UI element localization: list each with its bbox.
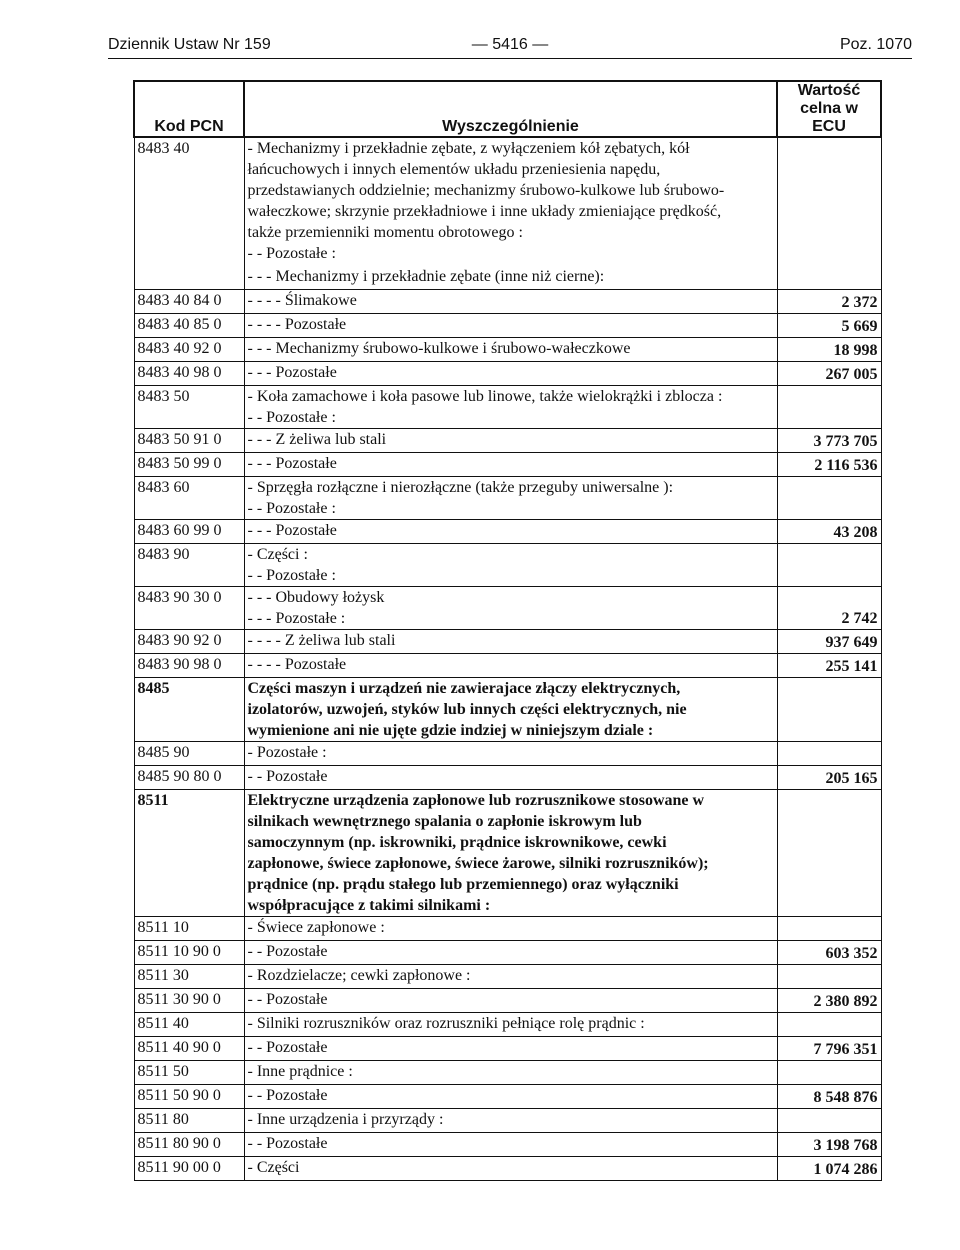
header-value xyxy=(777,81,881,137)
description-line: silnikach wewnętrznego spalania o zapłonie iskrowym lub xyxy=(247,813,642,830)
description-line: wymienione ani nie ujęte gdzie indziej w niniejszym dziale : xyxy=(247,722,654,739)
customs-value: 7 796 351 xyxy=(777,1037,881,1061)
description xyxy=(244,314,777,338)
customs-value xyxy=(777,477,881,520)
description-line: - - Pozostałe xyxy=(247,1135,328,1152)
description-line: łańcuchowych i innych elementów układu przeniesienia napędu, xyxy=(247,161,661,178)
customs-value: 8 548 876 xyxy=(777,1085,881,1109)
header-description: Wyszczególnienie xyxy=(244,81,777,137)
description-line: - - Pozostałe : xyxy=(247,500,336,517)
table-row xyxy=(134,338,881,362)
table-row xyxy=(134,429,881,453)
description-line: - - - Mechanizmy śrubowo-kulkowe i śrubowo-wałeczkowe xyxy=(247,340,631,357)
pcn-code: 8483 50 91 0 xyxy=(134,429,244,453)
table-row xyxy=(134,386,881,429)
customs-value: 43 208 xyxy=(777,520,881,544)
pcn-code: 8483 60 99 0 xyxy=(134,520,244,544)
customs-value: 3 198 768 xyxy=(777,1133,881,1157)
table-row xyxy=(134,314,881,338)
pcn-code: 8511 10 90 0 xyxy=(134,941,244,965)
description-line: - - - - Pozostałe xyxy=(247,656,347,673)
pcn-code xyxy=(134,243,244,266)
description-line: - - - Obudowy łożysk xyxy=(247,589,385,606)
table-row xyxy=(134,290,881,314)
customs-value xyxy=(777,266,881,290)
table-row xyxy=(134,766,881,790)
pcn-code: 8511 30 90 0 xyxy=(134,989,244,1013)
description-line: przedstawianych oddzielnie; mechanizmy śrubowo-kulkowe lub śrubowo- xyxy=(247,182,725,199)
pcn-code: 8511 40 xyxy=(134,1013,244,1037)
tariff-table xyxy=(133,80,882,1181)
header-value-line2: celna w ECU xyxy=(800,100,858,135)
customs-value xyxy=(777,742,881,766)
customs-value xyxy=(777,1061,881,1085)
description-line: - - Pozostałe xyxy=(247,768,328,785)
table-row xyxy=(134,917,881,941)
description-line: - - - Pozostałe : xyxy=(247,610,346,627)
customs-value: 205 165 xyxy=(777,766,881,790)
pcn-code: 8485 xyxy=(134,678,244,742)
description xyxy=(244,137,777,243)
description xyxy=(244,1133,777,1157)
description-line: - - - Mechanizmy i przekładnie zębate (inne niż cierne): xyxy=(247,268,605,285)
description-line: - - Pozostałe : xyxy=(247,409,336,426)
table-row xyxy=(134,1013,881,1037)
description-line: Części maszyn i urządzeń nie zawierajace złączy elektrycznych, xyxy=(247,680,681,697)
description xyxy=(244,453,777,477)
description xyxy=(244,338,777,362)
description-line: współpracujące z takimi silnikami : xyxy=(247,897,491,914)
pcn-code: 8483 90 98 0 xyxy=(134,654,244,678)
description-line: - - Pozostałe xyxy=(247,1039,328,1056)
table-row xyxy=(134,742,881,766)
table-row xyxy=(134,1133,881,1157)
description xyxy=(244,362,777,386)
description-line: - - - - Ślimakowe xyxy=(247,292,357,309)
description-line: - - Pozostałe : xyxy=(247,567,336,584)
table-row xyxy=(134,587,881,630)
description xyxy=(244,678,777,742)
customs-value: 2 380 892 xyxy=(777,989,881,1013)
pcn-code: 8483 90 92 0 xyxy=(134,630,244,654)
description xyxy=(244,766,777,790)
journal-title: Dziennik Ustaw Nr 159 xyxy=(108,36,271,53)
customs-value xyxy=(777,917,881,941)
description xyxy=(244,965,777,989)
description-line: - Rozdzielacze; cewki zapłonowe : xyxy=(247,967,471,984)
description xyxy=(244,587,777,630)
header-value-line1: Wartość xyxy=(797,82,861,99)
pcn-code: 8483 60 xyxy=(134,477,244,520)
header-code: Kod PCN xyxy=(134,81,244,137)
pcn-code: 8483 50 99 0 xyxy=(134,453,244,477)
table-row xyxy=(134,630,881,654)
table-row xyxy=(134,1109,881,1133)
customs-value: 267 005 xyxy=(777,362,881,386)
description-line: - Mechanizmy i przekładnie zębate, z wyłączeniem kół zębatych, kół xyxy=(247,140,690,157)
description xyxy=(244,477,777,520)
customs-value xyxy=(777,544,881,587)
description-line: - - Pozostałe xyxy=(247,991,328,1008)
pcn-code: 8485 90 xyxy=(134,742,244,766)
description-line: - - - Pozostałe xyxy=(247,364,337,381)
table-row xyxy=(134,1085,881,1109)
customs-value xyxy=(777,790,881,917)
description xyxy=(244,917,777,941)
description xyxy=(244,290,777,314)
description-line: - - - Pozostałe xyxy=(247,455,337,472)
table-row xyxy=(134,790,881,917)
pcn-code: 8511 80 90 0 xyxy=(134,1133,244,1157)
customs-value xyxy=(777,243,881,266)
description-line: - - Pozostałe xyxy=(247,1087,328,1104)
pcn-code: 8511 50 90 0 xyxy=(134,1085,244,1109)
customs-value: 3 773 705 xyxy=(777,429,881,453)
table-row xyxy=(134,1061,881,1085)
pcn-code xyxy=(134,266,244,290)
description-line: zapłonowe, świece zapłonowe, świece żarowe, silniki rozruszników); xyxy=(247,855,709,872)
description xyxy=(244,520,777,544)
pcn-code: 8483 40 85 0 xyxy=(134,314,244,338)
description-line: - Silniki rozruszników oraz rozruszniki pełniące rolę prądnic : xyxy=(247,1015,645,1032)
description xyxy=(244,386,777,429)
description xyxy=(244,1013,777,1037)
description-line: izolatorów, uzwojeń, styków lub innych części elektrycznych, nie xyxy=(247,701,687,718)
description xyxy=(244,654,777,678)
description-line: - - - - Pozostałe xyxy=(247,316,347,333)
position-number: Poz. 1070 xyxy=(839,36,912,53)
customs-value: 603 352 xyxy=(777,941,881,965)
pcn-code: 8511 30 xyxy=(134,965,244,989)
table-header-row xyxy=(134,81,881,137)
description-line: Elektryczne urządzenia zapłonowe lub rozrusznikowe stosowane w xyxy=(247,792,705,809)
table-row xyxy=(134,678,881,742)
pcn-code: 8485 90 80 0 xyxy=(134,766,244,790)
table-row xyxy=(134,137,881,243)
customs-value xyxy=(777,1109,881,1133)
table-body xyxy=(134,137,881,1181)
pcn-code: 8483 40 84 0 xyxy=(134,290,244,314)
table-row xyxy=(134,941,881,965)
description xyxy=(244,742,777,766)
description-line: także przemienniki momentu obrotowego : xyxy=(247,224,523,241)
description xyxy=(244,1061,777,1085)
table-row xyxy=(134,362,881,386)
description-line: - Inne urządzenia i przyrządy : xyxy=(247,1111,444,1128)
pcn-code: 8483 90 xyxy=(134,544,244,587)
description-line: - Sprzęgła rozłączne i nierozłączne (także przeguby uniwersalne ): xyxy=(247,479,674,496)
customs-value: 255 141 xyxy=(777,654,881,678)
customs-value: 1 074 286 xyxy=(777,1157,881,1181)
description xyxy=(244,266,777,290)
description-line: samoczynnym (np. iskrowniki, prądnice iskrownikowe, cewki xyxy=(247,834,667,851)
description-line: - Pozostałe : xyxy=(247,744,327,761)
customs-value: 937 649 xyxy=(777,630,881,654)
table-row xyxy=(134,1157,881,1181)
description-line: - Koła zamachowe i koła pasowe lub linowe, także wielokrążki i zblocza : xyxy=(247,388,723,405)
pcn-code: 8511 40 90 0 xyxy=(134,1037,244,1061)
description-line: - Świece zapłonowe : xyxy=(247,919,385,936)
description xyxy=(244,989,777,1013)
description-line: - Części : xyxy=(247,546,308,563)
table-row xyxy=(134,243,881,266)
pcn-code: 8483 50 xyxy=(134,386,244,429)
customs-value xyxy=(777,386,881,429)
pcn-code: 8483 90 30 0 xyxy=(134,587,244,630)
table-row xyxy=(134,1037,881,1061)
table-row xyxy=(134,965,881,989)
description xyxy=(244,544,777,587)
description xyxy=(244,630,777,654)
customs-value: 2 116 536 xyxy=(777,453,881,477)
table-row xyxy=(134,989,881,1013)
table-row xyxy=(134,654,881,678)
description-line: - - Pozostałe : xyxy=(247,245,336,262)
table-row xyxy=(134,477,881,520)
customs-value xyxy=(777,678,881,742)
description-line: - - - Pozostałe xyxy=(247,522,337,539)
pcn-code: 8511 10 xyxy=(134,917,244,941)
description xyxy=(244,1109,777,1133)
pcn-code: 8511 90 00 0 xyxy=(134,1157,244,1181)
table-row xyxy=(134,453,881,477)
pcn-code: 8511 xyxy=(134,790,244,917)
description-line: - Inne prądnice : xyxy=(247,1063,353,1080)
pcn-code: 8511 80 xyxy=(134,1109,244,1133)
customs-value xyxy=(777,137,881,243)
table-row xyxy=(134,544,881,587)
description xyxy=(244,790,777,917)
description xyxy=(244,429,777,453)
description-line: prądnice (np. prądu stałego lub przemiennego) oraz wyłączniki xyxy=(247,876,679,893)
pcn-code: 8483 40 xyxy=(134,137,244,243)
description xyxy=(244,1157,777,1181)
customs-value xyxy=(777,1013,881,1037)
description xyxy=(244,243,777,266)
customs-value: 2 372 xyxy=(777,290,881,314)
description xyxy=(244,1037,777,1061)
table-row xyxy=(134,520,881,544)
description-line: - - - Z żeliwa lub stali xyxy=(247,431,387,448)
customs-value: 18 998 xyxy=(777,338,881,362)
description-line: - Części xyxy=(247,1159,300,1176)
page-number: — 5416 — xyxy=(471,36,549,53)
description xyxy=(244,1085,777,1109)
customs-value: 2 742 xyxy=(777,587,881,630)
table-row xyxy=(134,266,881,290)
pcn-code: 8511 50 xyxy=(134,1061,244,1085)
page-header xyxy=(108,36,912,59)
description-line: wałeczkowe; skrzynie przekładniowe i inne układy zmieniające prędkość, xyxy=(247,203,722,220)
pcn-code: 8483 40 98 0 xyxy=(134,362,244,386)
customs-value xyxy=(777,965,881,989)
customs-value: 5 669 xyxy=(777,314,881,338)
pcn-code: 8483 40 92 0 xyxy=(134,338,244,362)
description-line: - - - - Z żeliwa lub stali xyxy=(247,632,396,649)
description xyxy=(244,941,777,965)
description-line: - - Pozostałe xyxy=(247,943,328,960)
